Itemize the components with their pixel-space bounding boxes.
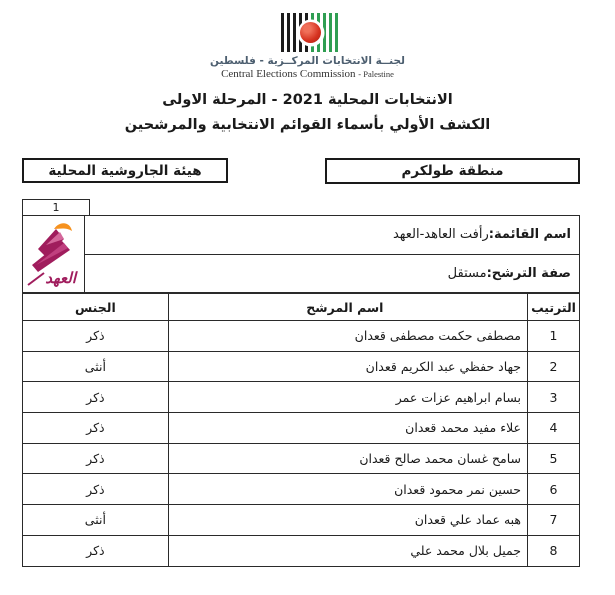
candidates-header-row [23,294,580,321]
header-order: الترتيب [528,294,580,321]
candidate-name: جميل بلال محمد علي [168,535,527,566]
candidate-name: حسين نمر محمود قعدان [168,474,527,505]
candidate-gender: ذكر [23,474,169,505]
cec-logo-ring [297,19,324,46]
candidate-order: 4 [528,413,580,444]
candidate-order: 7 [528,505,580,536]
list-logo-cell [23,216,85,292]
candidate-order: 8 [528,535,580,566]
org-name-english-main: Central Elections Commission [221,68,356,80]
locality-box: هيئة الجاروشية المحلية [22,158,228,183]
candidate-order: 1 [528,321,580,352]
candidate-order: 6 [528,474,580,505]
candidate-gender: ذكر [23,413,169,444]
list-name-row [85,216,579,254]
document-title-line1: الانتخابات المحلية 2021 - المرحلة الاولى [162,92,453,108]
candidate-order: 5 [528,443,580,474]
document-title-line2: الكشف الأولي بأسماء القوائم الانتخابية والمرشحين [124,117,491,133]
candidate-row [23,474,580,505]
candidate-row [23,351,580,382]
candidate-gender: أنثى [23,351,169,382]
candidate-gender: ذكر [23,382,169,413]
cec-logo-red-ball-icon [300,22,321,43]
list-number-box: 1 [22,199,90,215]
candidate-name: جهاد حفظي عبد الكريم قعدان [168,351,527,382]
candidate-gender: ذكر [23,321,169,352]
list-info-table [22,215,580,293]
candidate-row [23,321,580,352]
candidacy-type-label: صفة الترشح: [486,265,571,281]
candidate-name: مصطفى حكمت مصطفى قعدان [168,321,527,352]
candidate-gender: ذكر [23,443,169,474]
org-name-english-suffix: - Palestine [358,69,394,79]
candidate-row [23,382,580,413]
header-name: اسم المرشح [168,294,527,321]
list-name-value: رأفت العاهد-العهد [392,227,489,243]
candidate-name: هبه عماد علي قعدان [168,505,527,536]
ahed-list-logo-icon [26,219,82,289]
candidate-order: 2 [528,351,580,382]
candidate-gender: أنثى [23,505,169,536]
org-name-english [0,68,615,80]
candidate-row [23,413,580,444]
candidate-name: بسام ابراهيم عزات عمر [168,382,527,413]
candidate-name: سامح غسان محمد صالح قعدان [168,443,527,474]
candidate-order: 3 [528,382,580,413]
list-info-rows [85,216,579,292]
candidate-row [23,443,580,474]
list-name-label: اسم القائمة: [488,227,571,243]
svg-text:العهد: العهد [44,269,76,287]
candidate-gender: ذكر [23,535,169,566]
region-box: منطقة طولكرم [325,158,580,184]
header-gender: الجنس [23,294,169,321]
cec-logo-icon [281,13,340,52]
candidate-row [23,505,580,536]
candidate-row [23,535,580,566]
candidacy-type-value: مستقل [447,265,487,281]
candidates-table [22,293,580,567]
candidacy-type-row [85,254,579,293]
org-name-arabic: لجنــة الانتخابات المركــزية - فلسطين [210,55,405,67]
candidate-name: علاء مفيد محمد قعدان [168,413,527,444]
